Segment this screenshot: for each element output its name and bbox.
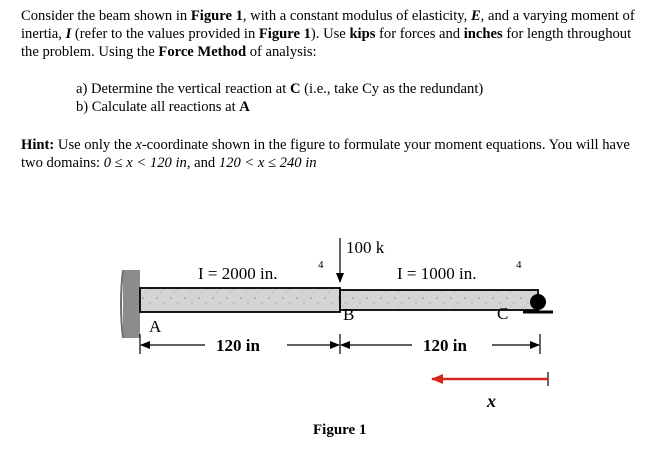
inertia-symbol: I [65, 26, 72, 42]
modulus-symbol: E [470, 8, 481, 24]
domain-2: 120 < x ≤ 240 in [218, 155, 317, 171]
unit-kips: kips [349, 26, 376, 42]
hint-label: Hint: [21, 137, 55, 153]
task-a: a) Determine the vertical reaction at C (i.e., take Cy as the redundant) [76, 81, 484, 97]
span-left-label: 120 in [216, 336, 260, 355]
domain-1: 0 ≤ x < 120 in [103, 155, 187, 171]
roller-support [530, 294, 546, 310]
inertia-left-label: I = 2000 in. [198, 264, 278, 283]
task-b: b) Calculate all reactions at A [76, 99, 250, 115]
beam-segment-ab [140, 288, 340, 312]
inertia-right-exponent: 4 [516, 259, 522, 271]
figure-ref: Figure 1 [190, 8, 243, 24]
span-right-label: 120 in [423, 336, 467, 355]
figure-ref: Figure 1 [258, 26, 311, 42]
inertia-right-label: I = 1000 in. [397, 264, 477, 283]
load-label: 100 k [346, 238, 385, 257]
wall-edge [121, 270, 123, 338]
point-a-label: A [149, 317, 162, 336]
fixed-support-wall [123, 270, 140, 338]
hint: Hint: Use only the x-coordinate shown in the figure to formulate your moment equations. You will have two domains: 0 ≤ x < 120 in, and 120 < x ≤ 240 in [21, 137, 630, 171]
unit-inches: inches [463, 26, 503, 42]
method-name: Force Method [158, 44, 247, 60]
inertia-left-exponent: 4 [318, 259, 324, 271]
point-c-label: C [497, 304, 509, 323]
x-coordinate-label: x [487, 391, 496, 411]
problem-statement: Consider the beam shown in Figure 1, with a constant modulus of elasticity, E, and a varying moment of inertia, I (refer to the values provided in Figure 1). Use kips for forces and inches for length throughout the problem. Using the Force Method of analysis: [21, 8, 635, 60]
point-b-label: B [343, 305, 355, 324]
figure-caption: Figure 1 [313, 422, 367, 438]
